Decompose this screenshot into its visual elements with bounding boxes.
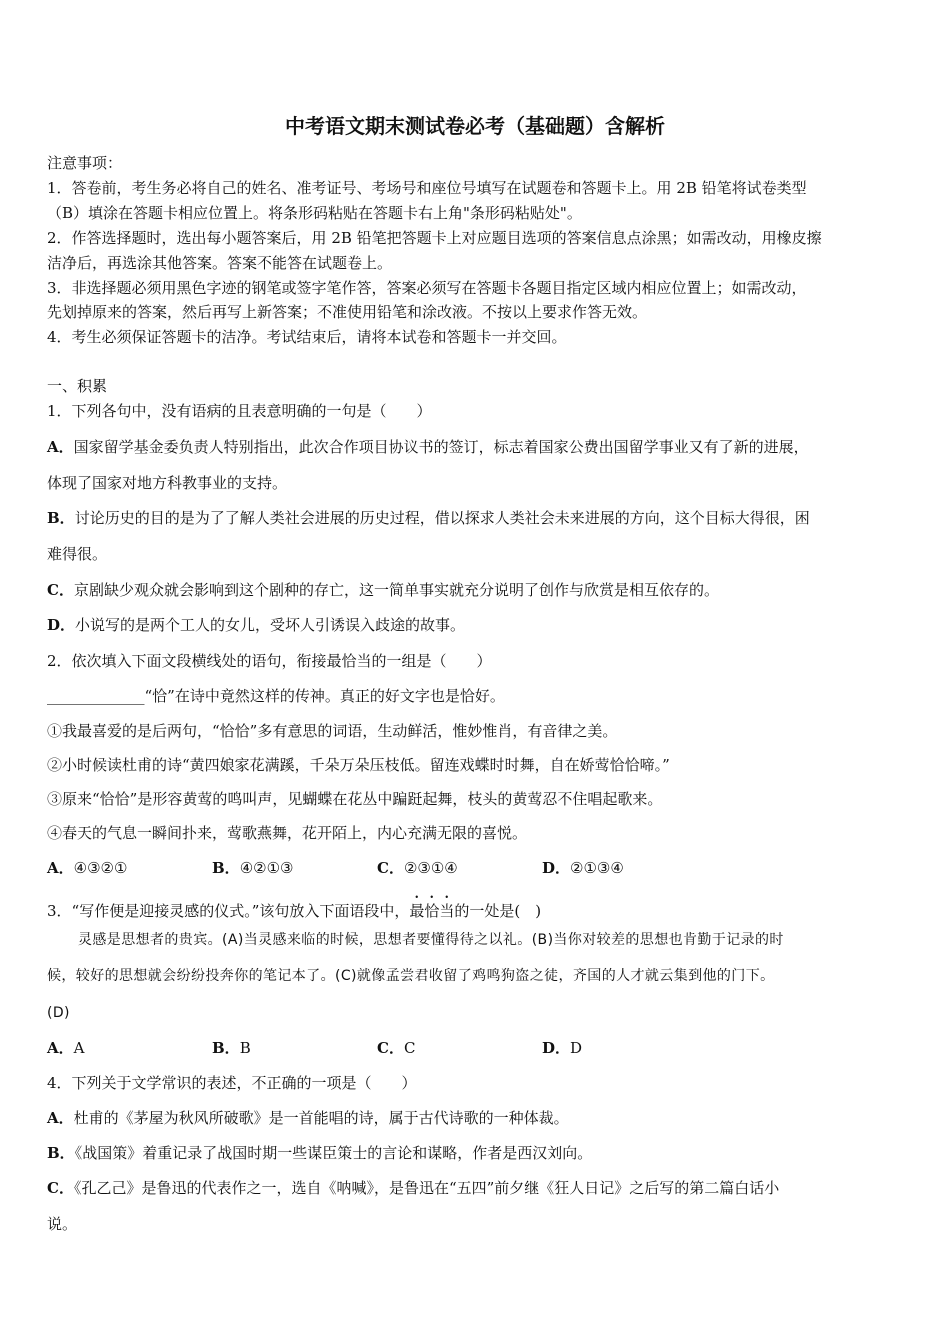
fill-blank: _____________ (47, 687, 145, 705)
option-label: A． (47, 1109, 74, 1127)
option-label: B． (47, 509, 75, 527)
q2-choice-c (377, 858, 458, 878)
lead-text: “恰”在诗中竟然这样的传神。真正的好文字也是恰好。 (144, 687, 505, 705)
option-text: C (403, 1039, 416, 1057)
option-text: B (239, 1039, 251, 1057)
option-text: D (570, 1039, 583, 1057)
q1-stem: 1．下列各句中，没有语病的且表意明确的一句是（ ） (47, 402, 432, 420)
stem-text: 的一处是( ) (454, 902, 542, 920)
q2-sentence-2: ②小时候读杜甫的诗“黄四娘家花满蹊，千朵万朵压枝低。留连戏蝶时时舞，自在娇莺恰恰啼。” (47, 756, 670, 774)
notice-heading: 注意事项： (47, 154, 123, 172)
notice-line-2: （B）填涂在答题卡相应位置上。将条形码粘贴在答题卡右上角"条形码粘贴处"。 (47, 204, 582, 222)
q1-option-d (47, 615, 900, 635)
q2-choice-b (212, 858, 293, 878)
q3-passage-3: (D) (47, 1005, 70, 1021)
q1-option-c (47, 580, 900, 600)
option-label: D． (47, 616, 76, 634)
option-text: 《孔乙己》是鲁迅的代表作之一，选自《呐喊》，是鲁迅在“五四”前夕继《狂人日记》之后写的第二篇白话小 (73, 1179, 780, 1197)
option-text: ②③①④ (403, 859, 458, 877)
notice-line-7: 4．考生必须保证答题卡的洁净。考试结束后，请将本试卷和答题卡一并交回。 (47, 328, 567, 346)
option-label: C． (47, 1179, 74, 1197)
q4-option-a (47, 1108, 900, 1128)
notice-line-4: 洁净后，再选涂其他答案。答案不能答在试题卷上。 (47, 254, 393, 272)
notice-line-5: 3．非选择题必须用黑色字迹的钢笔或签字笔作答，答案必须写在答题卡各题目指定区域内相应位置上；如需改动， (47, 279, 807, 297)
q1-option-a (47, 437, 900, 457)
q3-choice-b (212, 1038, 251, 1058)
option-label: D． (542, 1039, 571, 1057)
option-label: A． (47, 859, 74, 877)
stem-text: 3．“写作便是迎接灵感的仪式。”该句放入下面语段中， (47, 902, 410, 920)
q3-choice-c (377, 1038, 415, 1058)
notice-line-6: 先划掉原来的答案，然后再写上新答案；不准使用铅笔和涂改液。不按以上要求作答无效。 (47, 303, 648, 321)
option-text: A (73, 1039, 85, 1057)
option-label: C． (377, 1039, 404, 1057)
option-text: ④②①③ (239, 859, 294, 877)
q2-choice-d (542, 858, 624, 878)
q2-lead-line (47, 686, 900, 706)
q1-option-a-cont: 体现了国家对地方科教事业的支持。 (47, 474, 288, 492)
section-heading: 一、积累 (47, 377, 108, 395)
q3-passage-1: 灵感是思想者的贵宾。(A)当灵感来临的时候，思想者要懂得待之以礼。(B)当你对较差的思想也肯勤于记录的时 (78, 932, 784, 948)
q4-option-c (47, 1178, 900, 1198)
q4-option-c-cont: 说。 (47, 1215, 78, 1233)
option-label: B． (212, 859, 240, 877)
emphasis-dotted: 最恰当 (409, 902, 455, 920)
notice-line-1: 1．答卷前，考生务必将自己的姓名、准考证号、考场号和座位号填写在试题卷和答题卡上。用 2B 铅笔将试卷类型 (47, 179, 807, 197)
option-text: 《战国策》着重记录了战国时期一些谋臣策士的言论和谋略，作者是西汉刘向。 (74, 1144, 593, 1162)
option-label: C． (47, 581, 74, 599)
option-text: ②①③④ (570, 859, 624, 877)
option-label: B． (212, 1039, 240, 1057)
q3-choice-a (47, 1038, 84, 1058)
q4-option-b (47, 1143, 900, 1163)
option-text: 小说写的是两个工人的女儿，受坏人引诱误入歧途的故事。 (75, 616, 466, 634)
option-text: 京剧缺少观众就会影响到这个剧种的存亡，这一简单事实就充分说明了创作与欣赏是相互依存的。 (73, 581, 719, 599)
option-text: 讨论历史的目的是为了了解人类社会进展的历史过程，借以探求人类社会未来进展的方向，这个目标大得很，困 (74, 509, 810, 527)
q3-choice-d (542, 1038, 582, 1058)
option-text: ④③②① (73, 859, 128, 877)
q2-choice-a (47, 858, 127, 878)
option-text: 杜甫的《茅屋为秋风所破歌》是一首能唱的诗，属于古代诗歌的一种体裁。 (73, 1109, 569, 1127)
option-label: C． (377, 859, 404, 877)
notice-line-3: 2．作答选择题时，选出每小题答案后，用 2B 铅笔把答题卡上对应题目选项的答案信息点涂黑；如需改动，用橡皮擦 (47, 229, 822, 247)
option-label: A． (47, 1039, 74, 1057)
q2-stem: 2．依次填入下面文段横线处的语句，衔接最恰当的一组是（ ） (47, 652, 492, 670)
option-label: A． (47, 438, 74, 456)
q2-sentence-1: ①我最喜爱的是后两句，“恰恰”多有意思的词语，生动鲜活，惟妙惟肖，有音律之美。 (47, 722, 618, 740)
q2-sentence-3: ③原来“恰恰”是形容黄莺的鸣叫声，见蝴蝶在花丛中蹁跹起舞，枝头的黄莺忍不住唱起歌来。 (47, 790, 663, 808)
option-label: B． (47, 1144, 75, 1162)
q1-option-b (47, 508, 900, 528)
q3-passage-2: 候，较好的思想就会纷纷投奔你的笔记本了。(C)就像孟尝君收留了鸡鸣狗盗之徒，齐国的人才就云集到他的门下。 (47, 968, 775, 984)
q1-option-b-cont: 难得很。 (47, 545, 108, 563)
q4-stem: 4．下列关于文学常识的表述，不正确的一项是（ ） (47, 1074, 417, 1092)
q3-stem (47, 893, 900, 921)
q2-sentence-4: ④春天的气息一瞬间扑来，莺歌燕舞，花开陌上，内心充满无限的喜悦。 (47, 824, 528, 842)
option-label: D． (542, 859, 571, 877)
page-title: 中考语文期末测试卷必考（基础题）含解析 (285, 114, 665, 138)
option-text: 国家留学基金委负责人特别指出，此次合作项目协议书的签订，标志着国家公费出国留学事业又有了新的进展， (73, 438, 809, 456)
